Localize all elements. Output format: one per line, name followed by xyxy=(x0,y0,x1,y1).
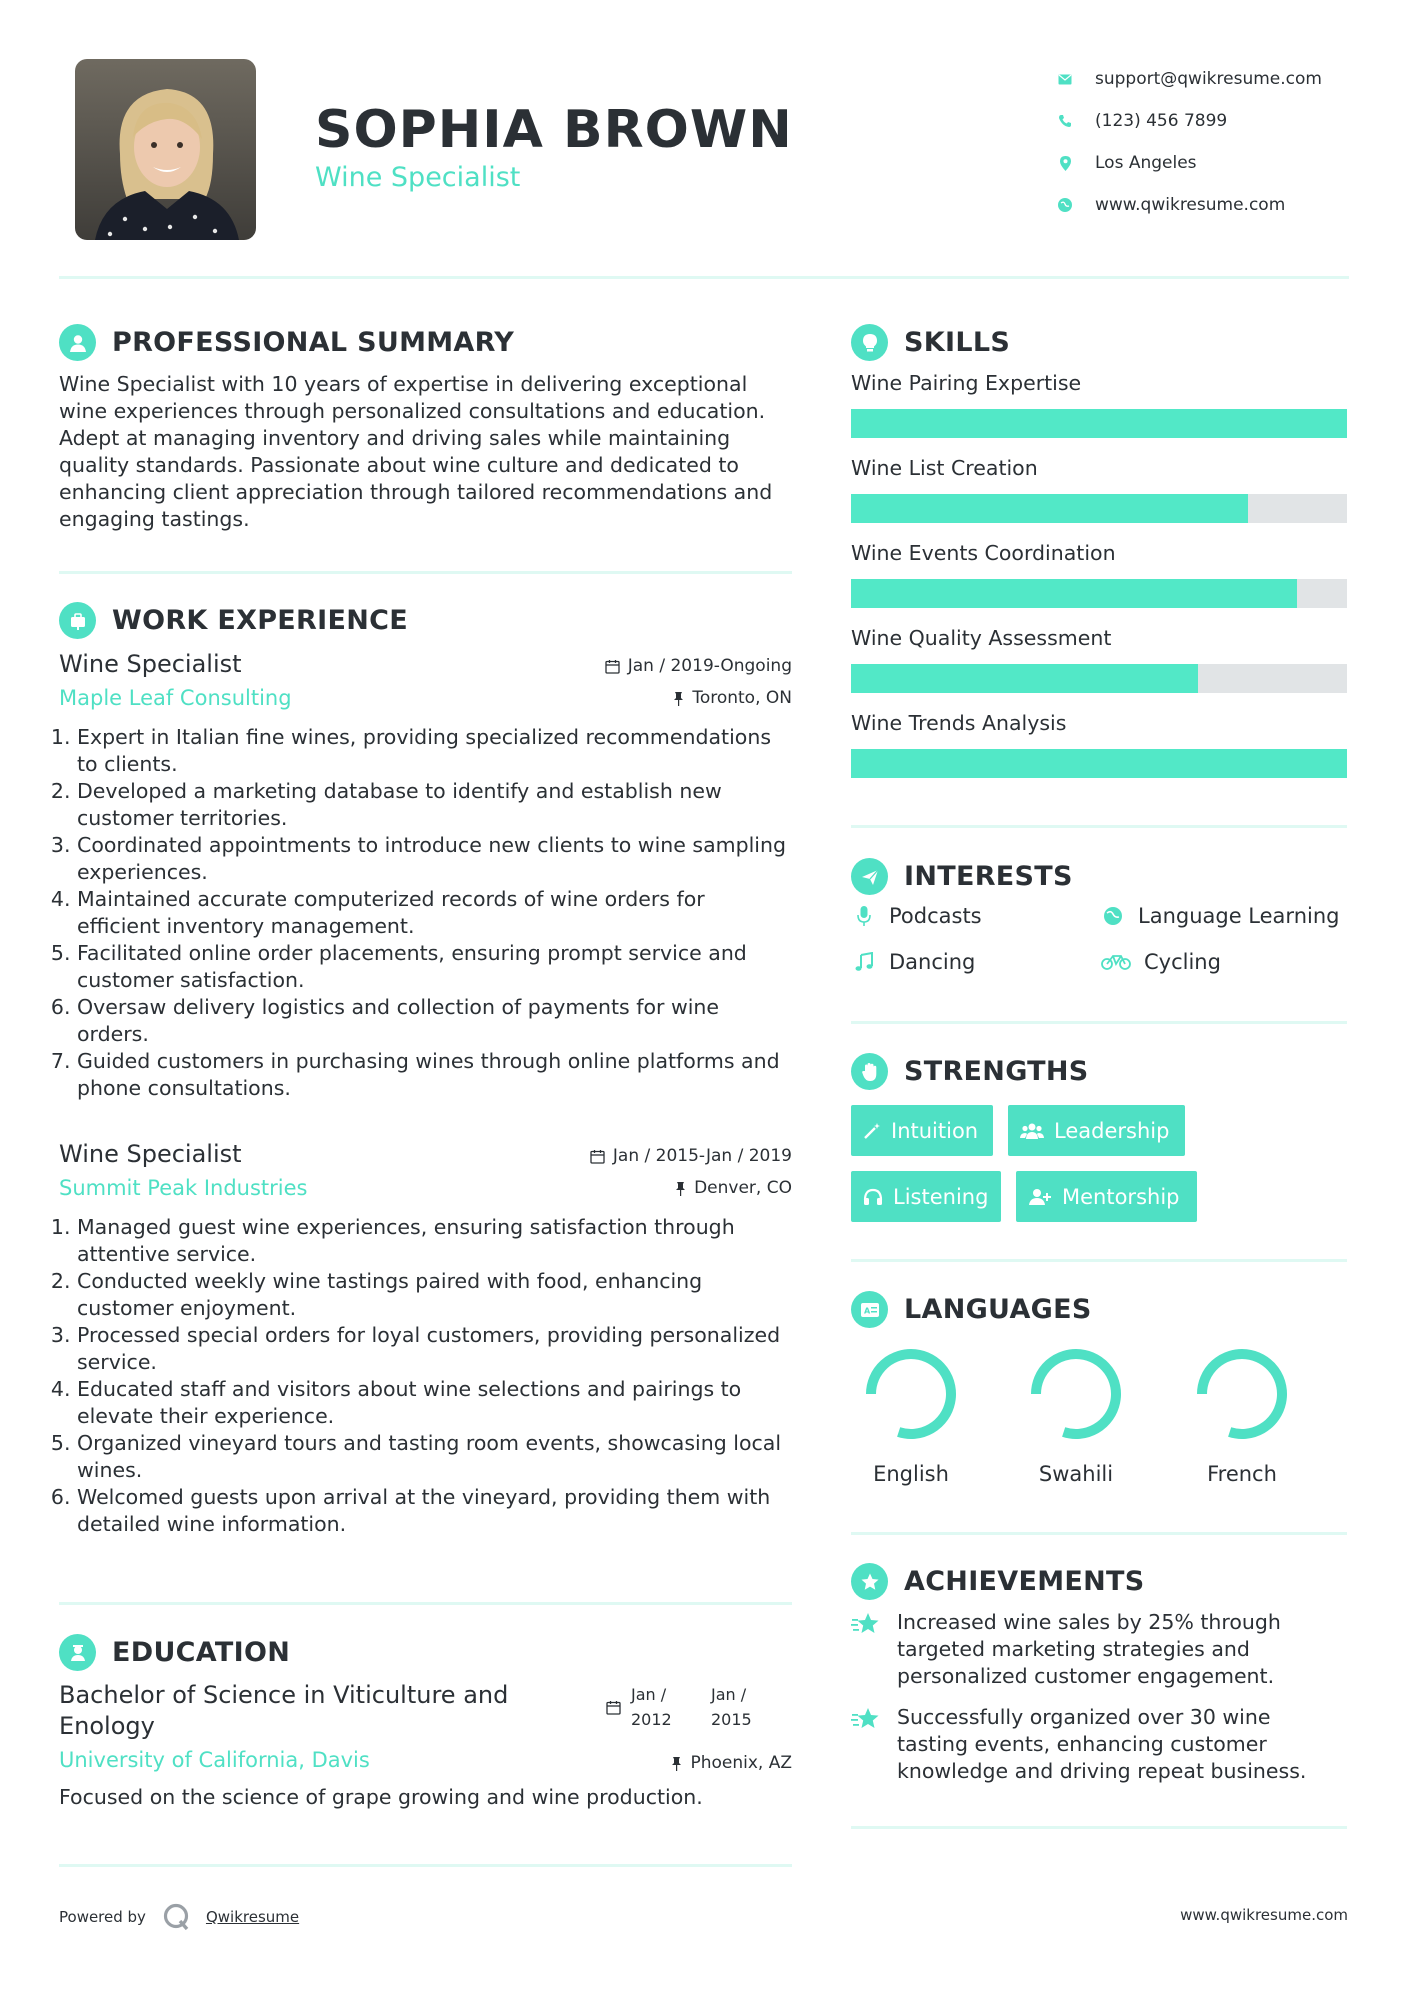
language-ring xyxy=(1026,1344,1126,1444)
music-note-icon xyxy=(851,950,877,974)
headphones-icon xyxy=(863,1188,883,1206)
interest-cycling: Cycling xyxy=(1100,950,1221,974)
education-entry xyxy=(59,1680,792,1811)
profile-photo xyxy=(75,59,256,240)
skill-bar xyxy=(851,664,1347,693)
contact-location: Los Angeles xyxy=(1055,142,1322,184)
skill-bar xyxy=(851,494,1347,523)
interest-podcasts: Podcasts xyxy=(851,904,982,928)
language-ring-arc xyxy=(1202,1354,1282,1434)
briefcase-icon xyxy=(59,602,96,639)
list-item: 3. Coordinated appointments to introduce new clients to wine sampling experiences. xyxy=(77,832,792,886)
language-label: Swahili xyxy=(1038,1462,1114,1486)
language-card-icon xyxy=(851,1291,888,1328)
candidate-name: SOPHIA BROWN xyxy=(315,100,793,160)
language-ring-arc xyxy=(1036,1354,1116,1434)
svg-text:A: A xyxy=(863,1306,870,1315)
job-date: Jan / 2015-Jan / 2019 xyxy=(590,1146,792,1166)
list-item: 2. Conducted weekly wine tastings paired with food, enhancing customer enjoyment. xyxy=(77,1268,792,1322)
calendar-icon xyxy=(605,659,620,674)
education-header xyxy=(59,1634,290,1671)
skill-fill xyxy=(851,409,1347,438)
education-divider xyxy=(59,1864,792,1867)
contact-list xyxy=(1055,58,1322,226)
candidate-role: Wine Specialist xyxy=(315,162,521,193)
job-location: Denver, CO xyxy=(675,1178,792,1198)
list-item: 4. Maintained accurate computerized records of wine orders for efficient inventory management. xyxy=(77,886,792,940)
education-dates: Jan / 2012 Jan / 2015 xyxy=(606,1682,761,1732)
paper-plane-icon xyxy=(851,858,888,895)
skill-fill xyxy=(851,579,1297,608)
graduation-icon xyxy=(59,1634,96,1671)
globe-icon xyxy=(1055,195,1075,215)
language-label: English xyxy=(873,1462,949,1486)
phone-icon xyxy=(1055,111,1075,131)
language-item xyxy=(856,1344,966,1486)
interests-divider xyxy=(851,1021,1347,1024)
skill-fill xyxy=(851,749,1347,778)
achievements-title: ACHIEVEMENTS xyxy=(904,1566,1145,1597)
school-name: University of California, Davis xyxy=(59,1748,370,1772)
skill-item xyxy=(851,371,1347,438)
languages-title: LANGUAGES xyxy=(904,1294,1092,1325)
summary-title: PROFESSIONAL SUMMARY xyxy=(112,327,515,358)
hand-icon xyxy=(851,1053,888,1090)
achievements-header xyxy=(851,1563,1145,1600)
job-bullets xyxy=(59,1214,792,1538)
user-plus-icon xyxy=(1028,1188,1052,1206)
skill-fill xyxy=(851,664,1198,693)
contact-website[interactable]: www.qwikresume.com xyxy=(1055,184,1322,226)
skill-item xyxy=(851,456,1347,523)
language-label: French xyxy=(1207,1462,1277,1486)
job-bullets xyxy=(59,724,792,1102)
languages-divider xyxy=(851,1532,1347,1535)
strengths-title: STRENGTHS xyxy=(904,1056,1089,1087)
summary-text: Wine Specialist with 10 years of expertise in delivering exceptional wine experiences through personalized consultations and education. Adept at managing inventory and driving sales while maintaining quality standards. Passionate about wine culture and dedicated to enhancing client appreciation through tailored recommendations and engaging tastings. xyxy=(59,372,773,531)
job-location: Toronto, ON xyxy=(673,688,792,708)
calendar-icon xyxy=(590,1149,605,1164)
group-icon xyxy=(1020,1122,1044,1140)
skill-bar xyxy=(851,749,1347,778)
list-item: 1. Managed guest wine experiences, ensuring satisfaction through attentive service. xyxy=(77,1214,792,1268)
job-entry xyxy=(59,650,792,1102)
list-item: 5. Organized vineyard tours and tasting room events, showcasing local wines. xyxy=(77,1430,792,1484)
skill-item xyxy=(851,711,1347,778)
work-divider xyxy=(59,1602,792,1605)
list-item: 2. Developed a marketing database to identify and establish new customer territories. xyxy=(77,778,792,832)
skill-bar xyxy=(851,579,1347,608)
pin-icon xyxy=(675,1181,686,1196)
interests-title: INTERESTS xyxy=(904,861,1073,892)
footer-url[interactable]: www.qwikresume.com xyxy=(1180,1906,1348,1924)
skill-item xyxy=(851,626,1347,693)
star-icon xyxy=(851,1609,881,1690)
strengths-divider xyxy=(851,1259,1347,1262)
language-ring xyxy=(861,1344,961,1444)
language-item xyxy=(1187,1344,1297,1486)
degree-title: Bachelor of Science in Viticulture and Enology xyxy=(59,1681,509,1740)
interest-dancing: Dancing xyxy=(851,950,975,974)
job-date: Jan / 2019-Ongoing xyxy=(605,656,792,676)
contact-email[interactable]: support@qwikresume.com xyxy=(1055,58,1322,100)
powered-by-label: Powered by xyxy=(59,1908,146,1926)
email-icon xyxy=(1055,69,1075,89)
star-badge-icon xyxy=(851,1563,888,1600)
magic-wand-icon xyxy=(863,1122,881,1140)
education-description: Focused on the science of grape growing and wine production. xyxy=(59,1785,703,1809)
contact-phone[interactable]: (123) 456 7899 xyxy=(1055,100,1322,142)
brand-link[interactable]: Qwikresume xyxy=(205,1908,300,1926)
strength-tag: Mentorship xyxy=(1016,1171,1197,1222)
job-title: Wine Specialist xyxy=(59,650,242,678)
skill-name: Wine List Creation xyxy=(851,456,1038,480)
list-item: 6. Oversaw delivery logistics and collection of payments for wine orders. xyxy=(77,994,792,1048)
skill-name: Wine Pairing Expertise xyxy=(851,371,1082,395)
skills-title: SKILLS xyxy=(904,327,1011,358)
skill-fill xyxy=(851,494,1248,523)
achievement-item: Successfully organized over 30 wine tasting events, enhancing customer knowledge and driving repeat business. xyxy=(851,1704,1321,1785)
calendar-icon xyxy=(606,1700,621,1715)
skill-name: Wine Events Coordination xyxy=(851,541,1116,565)
lightbulb-icon xyxy=(851,324,888,361)
achievements-divider xyxy=(851,1826,1347,1829)
pin-icon xyxy=(673,691,684,706)
user-icon xyxy=(59,324,96,361)
achievement-item: Increased wine sales by 25% through targeted marketing strategies and personalized customer engagement. xyxy=(851,1609,1321,1690)
list-item: 3. Processed special orders for loyal customers, providing personalized service. xyxy=(77,1322,792,1376)
microphone-icon xyxy=(851,904,877,928)
work-header xyxy=(59,602,408,639)
list-item: 1. Expert in Italian fine wines, providing specialized recommendations to clients. xyxy=(77,724,792,778)
list-item: 6. Welcomed guests upon arrival at the vineyard, providing them with detailed wine information. xyxy=(77,1484,792,1538)
job-company: Summit Peak Industries xyxy=(59,1176,308,1200)
job-company: Maple Leaf Consulting xyxy=(59,686,292,710)
list-item: 5. Facilitated online order placements, ensuring prompt service and customer satisfaction. xyxy=(77,940,792,994)
work-title: WORK EXPERIENCE xyxy=(112,605,408,636)
strengths-header xyxy=(851,1053,1089,1090)
list-item: 4. Educated staff and visitors about wine selections and pairings to elevate their experience. xyxy=(77,1376,792,1430)
language-ring-arc xyxy=(871,1354,951,1434)
pin-icon xyxy=(671,1756,682,1771)
bicycle-icon xyxy=(1100,950,1132,974)
header-divider xyxy=(59,276,1349,279)
skill-bar xyxy=(851,409,1347,438)
summary-header xyxy=(59,324,514,361)
strength-tag: Intuition xyxy=(851,1105,993,1156)
interest-language-learning: Language Learning xyxy=(1100,904,1339,928)
summary-divider xyxy=(59,571,792,574)
strength-tag: Leadership xyxy=(1008,1105,1185,1156)
qwikresume-logo-icon xyxy=(162,1902,192,1932)
languages-header xyxy=(851,1291,1092,1328)
strength-tag: Listening xyxy=(851,1171,1001,1222)
skill-name: Wine Trends Analysis xyxy=(851,711,1067,735)
skills-header xyxy=(851,324,1010,361)
interests-header xyxy=(851,858,1073,895)
location-icon xyxy=(1055,153,1075,173)
language-item xyxy=(1021,1344,1131,1486)
list-item: 7. Guided customers in purchasing wines through online platforms and phone consultations. xyxy=(77,1048,792,1102)
globe-icon xyxy=(1100,904,1126,928)
education-title: EDUCATION xyxy=(112,1637,291,1668)
footer-branding xyxy=(59,1902,299,1932)
star-icon xyxy=(851,1704,881,1785)
skill-item xyxy=(851,541,1347,608)
skills-divider xyxy=(851,825,1347,828)
language-ring xyxy=(1192,1344,1292,1444)
job-title: Wine Specialist xyxy=(59,1140,242,1168)
job-entry xyxy=(59,1140,792,1538)
skill-name: Wine Quality Assessment xyxy=(851,626,1112,650)
education-location: Phoenix, AZ xyxy=(671,1753,792,1773)
